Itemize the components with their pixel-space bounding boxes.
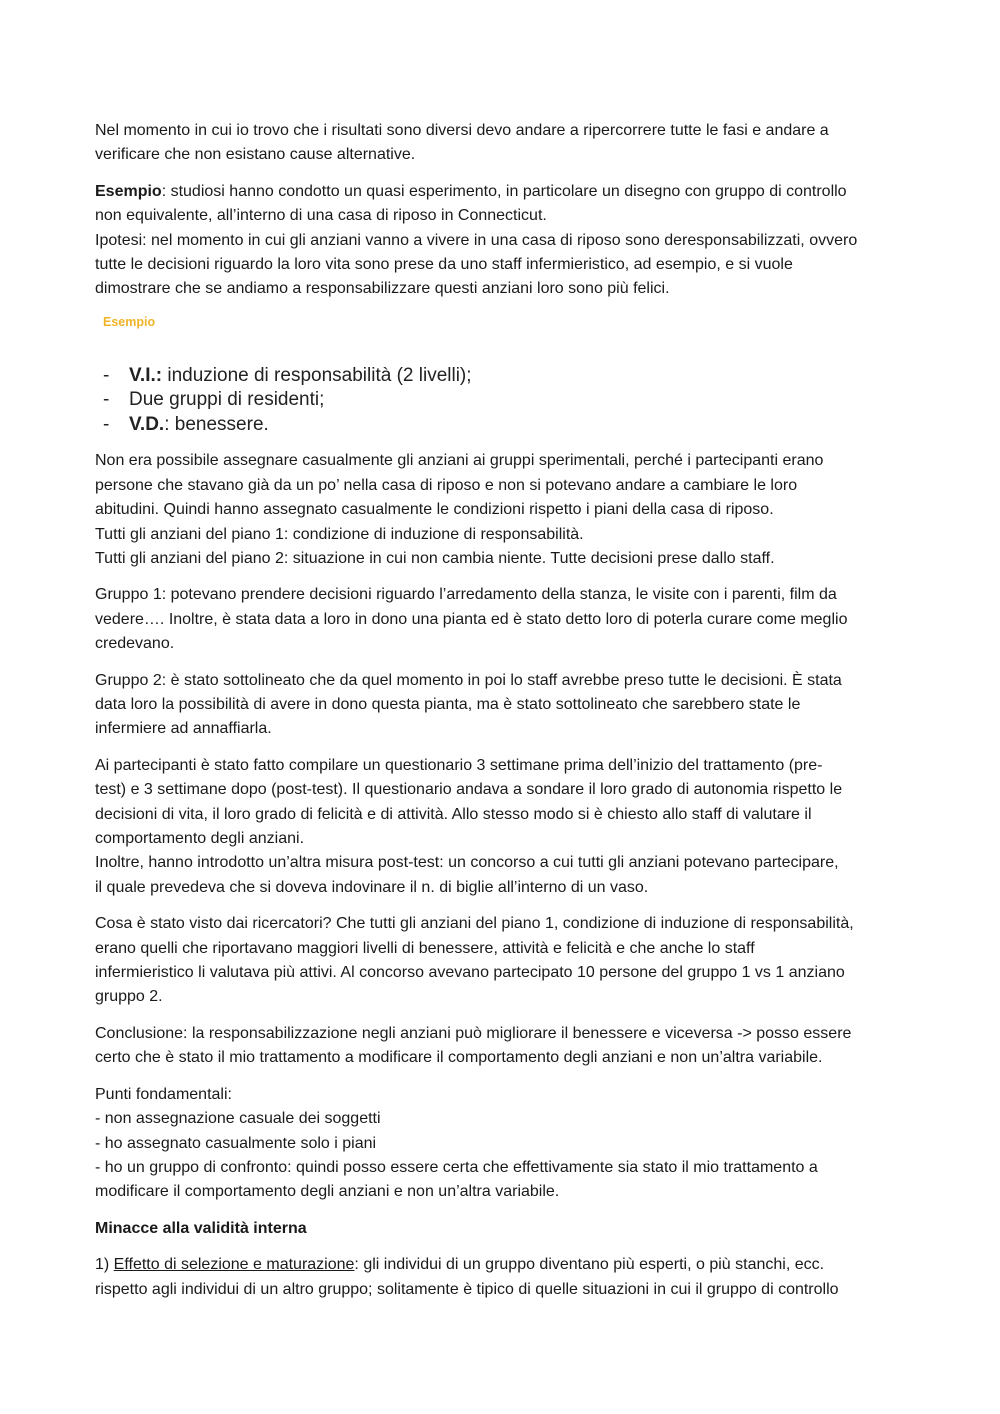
paragraph-conclusion — [95, 1022, 907, 1071]
slide-bullet-list — [95, 364, 907, 438]
paragraph-group-2 — [95, 669, 907, 742]
text-line: persone che stavano già da un po’ nella casa di riposo e non si potevano andare a cambiare le loro — [95, 476, 798, 494]
text-line: tutte le decisioni riguardo la loro vita sono prese da uno staff infermieristico, ad esempio, e si vuole — [95, 256, 793, 274]
paragraph-key-points — [95, 1083, 907, 1205]
list-number: 1) — [95, 1256, 114, 1274]
bullet-bold-term: V.D. — [129, 413, 165, 435]
bullet-text: : benessere. — [164, 413, 269, 435]
text-line: infermiere ad annaffiarla. — [95, 720, 272, 738]
text-line: il quale prevedeva che si doveva indovinare il n. di biglie all’interno di un vaso. — [95, 878, 649, 896]
text-line: Cosa è stato visto dai ricercatori? Che tutti gli anziani del piano 1, condizione di induzione di responsabilità, — [95, 915, 854, 933]
text-line: test) e 3 settimane dopo (post-test). Il questionario andava a sondare il loro grado di autonomia rispetto le — [95, 781, 843, 799]
text-line: abitudini. Quindi hanno assegnato casualmente le condizioni rispetto i piani della casa di riposo. — [95, 501, 774, 519]
bullet-dash: - — [103, 389, 110, 411]
text-line: data loro la possibilità di avere in dono questa pianta, ma è stato sottolineato che sarebbero state le — [95, 696, 801, 713]
text-line: Nel momento in cui io trovo che i risultati sono diversi devo andare a ripercorrere tutte le fasi e andare a — [95, 122, 829, 139]
bullet-dash: - — [103, 413, 110, 435]
text-line: Punti fondamentali: — [95, 1085, 232, 1103]
text-line: Tutti gli anziani del piano 1: condizione di induzione di responsabilità. — [95, 525, 584, 543]
text-line: verificare che non esistano cause alternative. — [95, 146, 416, 164]
bullet-text: Due gruppi di residenti; — [129, 389, 325, 411]
text-line: gruppo 2. — [95, 988, 163, 1006]
slide-bullet-item — [95, 364, 907, 389]
text-line: Ai partecipanti è stato fatto compilare un questionario 3 settimane prima dell’inizio del trattamento (pre- — [95, 756, 823, 774]
text-line: Non era possibile assegnare casualmente gli anziani ai gruppi sperimentali, perché i partecipanti erano — [95, 452, 824, 470]
document-page — [95, 119, 907, 1314]
text-fragment: : gli individui di un gruppo diventano più esperti, o più stanchi, ecc. — [354, 1256, 825, 1274]
text-line: modificare il comportamento degli anziani e non un’altra variabile. — [95, 1183, 560, 1201]
text-line: Gruppo 2: è stato sottolineato che da quel momento in poi lo staff avrebbe preso tutte le decisioni. È stata — [95, 671, 842, 689]
bullet-bold-term: V.I.: — [129, 364, 163, 386]
slide-bullet-item — [95, 388, 907, 413]
text-line: erano quelli che riportavano maggiori livelli di benessere, attività e felicità e che anche lo staff — [95, 939, 755, 957]
text-line: non equivalente, all’interno di una casa di riposo in Connecticut. — [95, 207, 547, 225]
text-line — [95, 1253, 907, 1277]
text-line: Ipotesi: nel momento in cui gli anziani vanno a vivere in una casa di riposo sono deresponsabilizzati, ovvero — [95, 231, 858, 249]
text-line: infermieristico li valutava più attivi. Al concorso avevano partecipato 10 persone del gruppo 1 vs 1 anziano — [95, 964, 845, 982]
paragraph-group-1 — [95, 583, 907, 656]
text-line: dimostrare che se andiamo a responsabilizzare questi anziani loro sono più felici. — [95, 280, 670, 298]
paragraph-questionnaire — [95, 754, 907, 900]
section-heading: Minacce alla validità interna — [95, 1219, 307, 1237]
text-line: Conclusione: la responsabilizzazione negli anziani può migliorare il benessere e viceversa -> posso essere — [95, 1024, 852, 1042]
paragraph-results — [95, 912, 907, 1010]
text-line: certo che è stato il mio trattamento a modificare il comportamento degli anziani e non un’altra variabile. — [95, 1049, 823, 1067]
underlined-term: Effetto di selezione e maturazione — [113, 1256, 355, 1274]
text-line: credevano. — [95, 635, 175, 653]
paragraph-assignment — [95, 449, 907, 571]
slide-bullet-item — [95, 413, 907, 438]
text-line: Gruppo 1: potevano prendere decisioni riguardo l’arredamento della stanza, le visite con i parenti, film da — [95, 586, 837, 604]
text-line: Tutti gli anziani del piano 2: situazione in cui non cambia niente. Tutte decisioni prese dallo staff. — [95, 549, 775, 567]
text-line: decisioni di vita, il loro grado di felicità e di attività. Allo stesso modo si è chiesto allo staff di valutare il — [95, 805, 812, 823]
bullet-text: induzione di responsabilità (2 livelli); — [162, 364, 472, 386]
text-line: rispetto agli individui di un altro gruppo; solitamente è tipico di quelle situazioni in cui il gruppo di controllo — [95, 1280, 839, 1298]
bullet-dash: - — [103, 364, 110, 386]
paragraph-threats — [95, 1253, 907, 1302]
text-line: - ho un gruppo di confronto: quindi posso essere certa che effettivamente sia stato il mio trattamento a — [95, 1158, 818, 1176]
example-bold-label: Esempio — [95, 182, 162, 200]
text-line: vedere…. Inoltre, è stata data a loro in dono una pianta ed è stato detto loro di poterla curare come meglio — [95, 610, 848, 628]
text-line — [95, 180, 907, 204]
text-line: comportamento degli anziani. — [95, 830, 305, 848]
text-line: - non assegnazione casuale dei soggetti — [95, 1110, 381, 1128]
text-fragment: : studiosi hanno condotto un quasi esperimento, in particolare un disegno con gruppo di controllo — [161, 182, 847, 200]
paragraph-example — [95, 180, 907, 302]
text-line: Inoltre, hanno introdotto un’altra misura post-test: un concorso a cui tutti gli anziani potevano partecipare, — [95, 854, 839, 872]
paragraph-intro — [95, 119, 907, 168]
text-line: - ho assegnato casualmente solo i piani — [95, 1134, 377, 1152]
slide-label: Esempio — [103, 314, 156, 329]
